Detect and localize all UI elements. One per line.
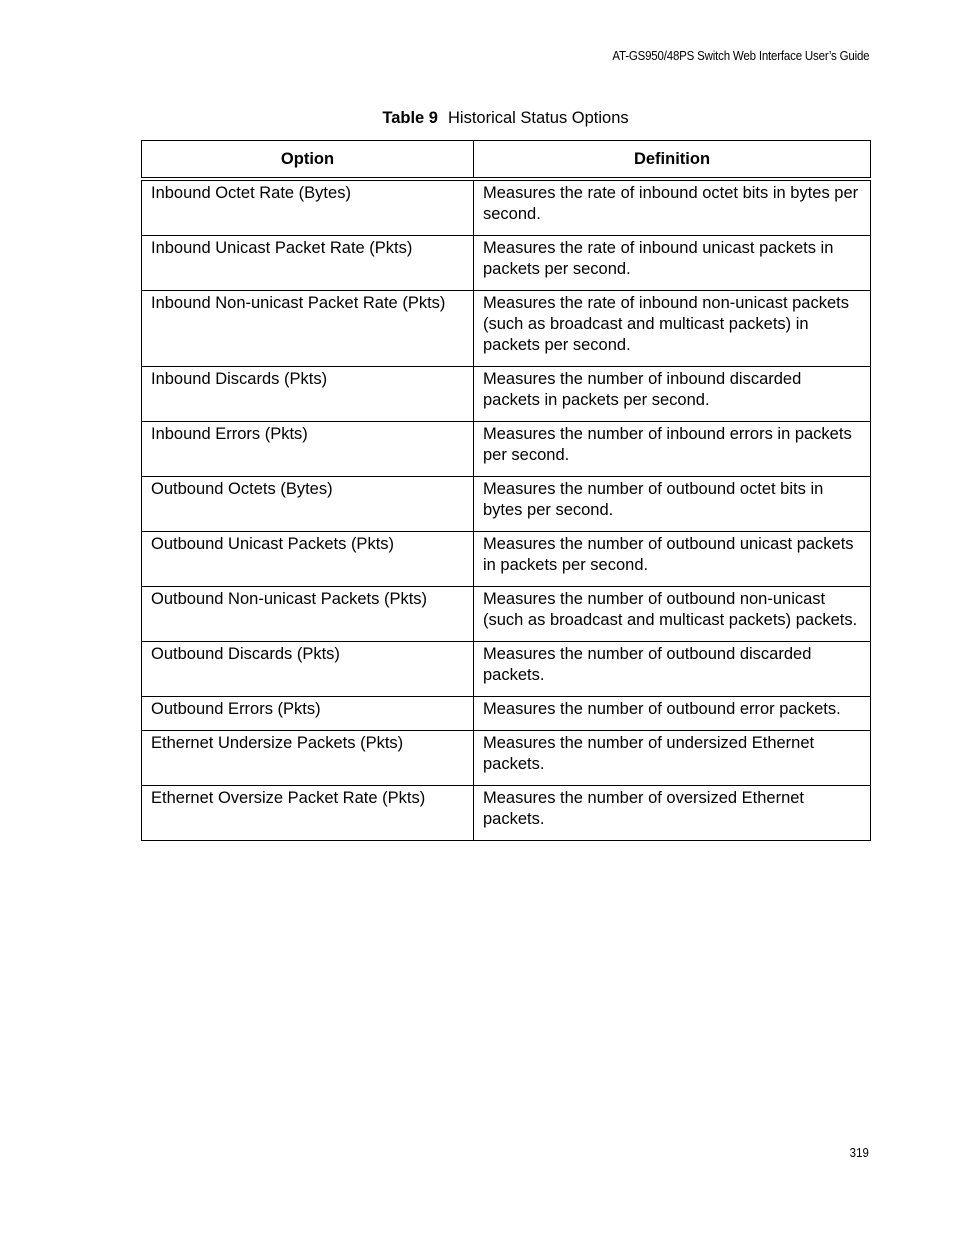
table-row: [142, 731, 871, 786]
definition-cell: Measures the number of outbound non-unicast (such as broadcast and multicast packets) packets.: [474, 587, 871, 642]
table-row: [142, 532, 871, 587]
option-cell: Outbound Non-unicast Packets (Pkts): [142, 587, 474, 642]
table-row: [142, 477, 871, 532]
table-row: [142, 422, 871, 477]
table-caption-label: Table 9: [382, 109, 438, 127]
option-cell: Inbound Unicast Packet Rate (Pkts): [142, 236, 474, 291]
option-cell: Inbound Errors (Pkts): [142, 422, 474, 477]
definition-cell: Measures the number of outbound unicast packets in packets per second.: [474, 532, 871, 587]
table-caption-title: Historical Status Options: [447, 109, 629, 127]
definition-cell: Measures the number of undersized Ethernet packets.: [474, 731, 871, 786]
option-cell: Outbound Unicast Packets (Pkts): [142, 532, 474, 587]
option-cell: Outbound Errors (Pkts): [142, 697, 474, 731]
option-cell: Outbound Discards (Pkts): [142, 642, 474, 697]
definition-cell: Measures the number of outbound octet bits in bytes per second.: [474, 477, 871, 532]
option-cell: Inbound Non-unicast Packet Rate (Pkts): [142, 291, 474, 367]
definition-cell: Measures the rate of inbound unicast packets in packets per second.: [474, 236, 871, 291]
table-row: [142, 587, 871, 642]
definition-cell: Measures the number of outbound discarded packets.: [474, 642, 871, 697]
table-header-row: [142, 141, 871, 180]
definition-cell: Measures the number of inbound errors in packets per second.: [474, 422, 871, 477]
option-cell: Outbound Octets (Bytes): [142, 477, 474, 532]
table-row: [142, 179, 871, 236]
definition-cell: Measures the number of outbound error packets.: [474, 697, 871, 731]
page-number: 319: [849, 1146, 869, 1160]
table-caption: [141, 109, 870, 128]
definition-cell: Measures the rate of inbound octet bits in bytes per second.: [474, 179, 871, 236]
running-header: AT-GS950/48PS Switch Web Interface User’s Guide: [611, 49, 869, 63]
option-cell: Ethernet Undersize Packets (Pkts): [142, 731, 474, 786]
definition-cell: Measures the number of oversized Ethernet packets.: [474, 786, 871, 841]
option-cell: Ethernet Oversize Packet Rate (Pkts): [142, 786, 474, 841]
definition-cell: Measures the rate of inbound non-unicast packets (such as broadcast and multicast packets) in packets per second.: [474, 291, 871, 367]
table-row: [142, 642, 871, 697]
option-cell: Inbound Octet Rate (Bytes): [142, 179, 474, 236]
column-header-definition: Definition: [474, 141, 871, 180]
table-row: [142, 367, 871, 422]
table-row: [142, 291, 871, 367]
table-row: [142, 697, 871, 731]
table-row: [142, 786, 871, 841]
table-row: [142, 236, 871, 291]
option-cell: Inbound Discards (Pkts): [142, 367, 474, 422]
column-header-option: Option: [142, 141, 474, 180]
historical-status-options-table: [141, 140, 871, 841]
definition-cell: Measures the number of inbound discarded packets in packets per second.: [474, 367, 871, 422]
